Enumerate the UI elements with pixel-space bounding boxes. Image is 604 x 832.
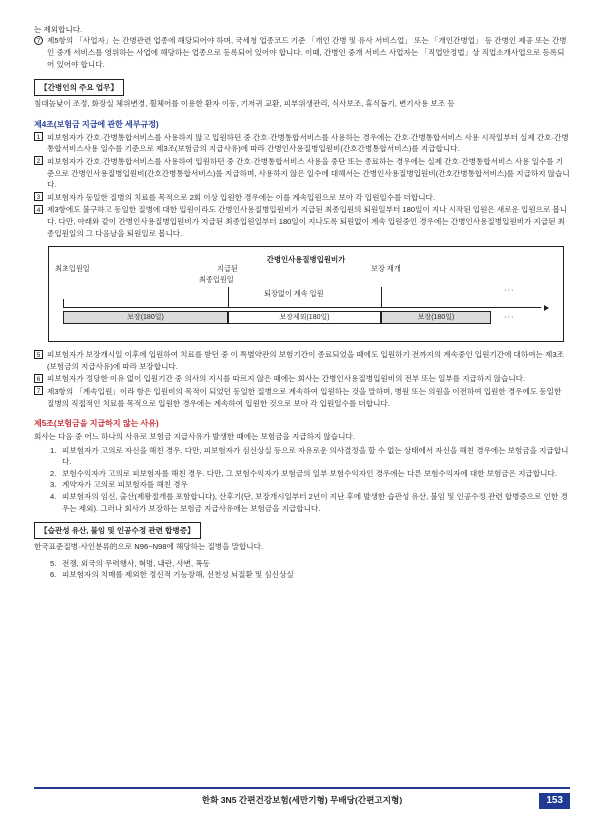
top-list bbox=[34, 35, 570, 70]
footer-title: 한화 3N5 간편건강보험(세만기형) 무배당(간편고지형) bbox=[201, 795, 403, 805]
list-item bbox=[48, 468, 570, 480]
footer-divider bbox=[34, 787, 570, 789]
list-number: 5 bbox=[34, 350, 43, 359]
article4-list bbox=[34, 132, 570, 239]
list-item bbox=[34, 132, 570, 155]
page-footer bbox=[34, 787, 570, 806]
callout-box-1-text: 침대높낮이 조정, 화장실 체위변경, 휠체어를 이용한 환자 이동, 기저귀 교환, 피부위생관리, 식사보조, 휴식돕기, 변기사용 보조 등 bbox=[34, 99, 455, 109]
list-item bbox=[48, 445, 570, 468]
list-number: 4 bbox=[34, 205, 43, 214]
list-text: 피보험자가 정당한 이유 없이 입원기간 중 의사의 지시를 따르지 않은 때에는 회사는 간병인사용질병입원비의 전부 또는 일부를 지급하지 않습니다. bbox=[47, 374, 526, 384]
list-text: 피보험자의 임신, 출산(제왕절개를 포함합니다), 산후기(단, 보장개시일부터 2년이 지난 후에 발생한 습관성 유산, 불임 및 인공수정 관련 합병증으로 인한 경우는 제외). 그러나 회사가 보장하는 보험금 지급사유에는 보험금을 지급합니다. bbox=[62, 492, 568, 513]
list-text: 보험수익자가 고의로 피보험자를 해친 경우. 다만, 그 보험수익자가 보험금의 일부 보험수익자인 경우에는 다른 보험수익자에 대한 보험금은 지급합니다. bbox=[62, 468, 557, 478]
list-text: 피보험자가 간호·간병통합서비스를 사용하여 입원하던 중 간호·간병통합서비스 사용을 중단 또는 종료하는 경우에는 실제 간호·간병통합서비스 사용 일수를 기준으로 간병인사용질병입원비(간호간병통합서비스)를 지급하며, 사용하지 않은 일수에 대해서는 간병인사용질병입원비(간호간병통합서비스)를 지급하지 않습니다. bbox=[47, 156, 570, 190]
figure-bar-exclusion: 보장제외(180일) bbox=[228, 311, 381, 324]
figure-axis-arrowhead bbox=[544, 305, 549, 311]
callout-box-1-title: 【간병인의 주요 업무】 bbox=[34, 79, 124, 96]
list-text: 피보험자가 동일한 질병의 치료를 목적으로 2회 이상 입원한 경우에는 이를 계속입원으로 보아 각 입원일수를 더합니다. bbox=[47, 192, 435, 202]
list-text: 피보험자가 보장개시일 이후에 입원하여 치료를 받던 중 이 특별약관의 보험기간이 종료되었을 때에도 입원하기 전까지의 계속중인 입원기간에 대하여는 제3조(보험금의 지급사유)에 따라 보장합니다. bbox=[47, 350, 564, 371]
list-item bbox=[48, 479, 570, 491]
top-fragment: 는 제외합니다. bbox=[34, 25, 83, 34]
callout-box-2-text: 한국표준질병·사인분류的으로 N96~N98에 해당하는 질병을 말합니다. bbox=[34, 542, 264, 552]
list-item bbox=[34, 349, 570, 372]
figure-tick bbox=[228, 287, 229, 308]
figure-label-paid: 지급된 bbox=[217, 264, 238, 274]
list-number: 2. bbox=[50, 468, 57, 478]
figure-axis bbox=[63, 307, 541, 308]
list-text: 계약자가 고의로 피보험자를 해친 경우 bbox=[62, 480, 188, 490]
list-text: 제5항의 「사업자」는 간병관련 업종에 해당되어야 하며, 국세청 업종코드 기준 「개인 간병 및 유사 서비스업」 또는 「개인간병업」 등 간병인 제공 또는 간병인 중개 서비스를 영위하는 사업에 해당하는 업종으로 등록되어 있어야 합니다. 이때, 간병인 중개 서비스 사업자는 「직업안정법」상 직업소개사업으로 등록되어 있어야 합니다. bbox=[47, 36, 567, 69]
callout-box-2-title: 【습관성 유산, 불임 및 인공수정 관련 합병증】 bbox=[34, 522, 201, 539]
list-text: 피보험자가 간호·간병통합서비스를 사용하지 않고 입원하던 중 간호·간병통합서비스를 사용하는 경우에는 간호·간병통합서비스 사용 시작일부터 실제 간호·간병통합서비스사용 일수를 기준으로 제3조(보험금의 지급사유)에 따라 간병인사용질병입원비(간호간병통합서비스)를 지급합니다. bbox=[47, 132, 569, 154]
list-text: 제3항에도 불구하고 동일한 질병에 대한 입원이라도 간병인사용질병입원비가 지급된 최종입원의 퇴원일부터 180일이 지나 시작된 입원은 새로운 입원으로 봅니다. 다만, 아래와 같이 간병인사용질병입원비가 지급된 최종입원일부터 180일이 지나도록 퇴원없이 계속 입원중인 경우에는 간병인사용질병입원비가 지급된 최종입원일의 그 다음날을 퇴원일로 봅니다. bbox=[47, 205, 568, 238]
list-item bbox=[48, 569, 570, 581]
figure-ellipsis-top: ··· bbox=[504, 285, 515, 295]
figure-title: 간병인사용질병입원비가 bbox=[266, 255, 346, 265]
figure-bar-coverage-1: 보장(180일) bbox=[63, 311, 228, 324]
list-number: 7 bbox=[34, 36, 43, 45]
figure-label-coverage-resume: 보장 재개 bbox=[371, 264, 401, 274]
figure-label-first-admission: 최초입원일 bbox=[55, 264, 90, 274]
page-number: 153 bbox=[539, 793, 570, 810]
list-number: 6 bbox=[34, 374, 43, 383]
hospitalization-timeline-figure bbox=[48, 246, 564, 342]
list-number: 7 bbox=[34, 386, 43, 395]
list-number: 3. bbox=[50, 480, 57, 490]
list-item bbox=[34, 35, 570, 70]
figure-tick bbox=[63, 299, 64, 308]
list-text: 피보험자의 치매를 제외한 정신적 기능장해, 선천성 뇌질환 및 심신상실 bbox=[62, 570, 294, 580]
list-number: 2 bbox=[34, 156, 43, 165]
list-item bbox=[34, 373, 570, 385]
article5-lead: 회사는 다음 중 어느 하나의 사유로 보험금 지급사유가 발생한 때에는 보험금을 지급하지 않습니다. bbox=[34, 432, 355, 442]
list-item bbox=[34, 192, 570, 204]
list-text: 제3항의 「계속입원」이라 함은 입원비의 목적이 되었던 동일한 질병으로 계속하여 입원하는 것을 말하며, 병원 또는 의원을 이전하여 입원한 경우에도 동일한 질병의 직접적인 치료를 목적으로 입원한 경우에는 계속하여 입원한 것으로 보아 각 입원일수를 더합니다. bbox=[47, 386, 562, 408]
list-item bbox=[34, 204, 570, 239]
figure-ellipsis-bottom: ··· bbox=[504, 312, 515, 322]
section-heading-article4: 제4조(보험금 지급에 관한 세부규정) bbox=[34, 119, 159, 129]
list-number: 1 bbox=[34, 132, 43, 141]
list-item bbox=[48, 491, 570, 514]
list-item bbox=[34, 386, 570, 409]
article5-list-continued bbox=[34, 558, 570, 581]
list-number: 4. bbox=[50, 492, 57, 502]
figure-tick bbox=[381, 287, 382, 308]
figure-bar-coverage-2: 보장(180일) bbox=[381, 311, 491, 324]
article4-list-continued bbox=[34, 349, 570, 409]
list-text: 전쟁, 외국의 무력행사, 혁명, 내란, 사변, 폭동 bbox=[62, 558, 210, 568]
list-item bbox=[48, 558, 570, 570]
list-item bbox=[34, 156, 570, 191]
list-number: 3 bbox=[34, 192, 43, 201]
section-heading-article5: 제5조(보험금을 지급하지 않는 사유) bbox=[34, 419, 159, 429]
list-number: 6. bbox=[50, 570, 57, 580]
list-number: 1. bbox=[50, 445, 57, 455]
list-text: 피보험자가 고의로 자신을 해친 경우. 다만, 피보험자가 심신상실 등으로 자유로운 의사결정을 할 수 없는 상태에서 자신을 해친 경우에는 보험금을 지급합니다. bbox=[62, 445, 569, 467]
article5-list bbox=[34, 445, 570, 515]
figure-label-last-admission: 최종입원일 bbox=[199, 275, 234, 285]
figure-label-continued-stay: 퇴장없이 계속 입원 bbox=[264, 289, 324, 299]
list-number: 5. bbox=[50, 558, 57, 568]
